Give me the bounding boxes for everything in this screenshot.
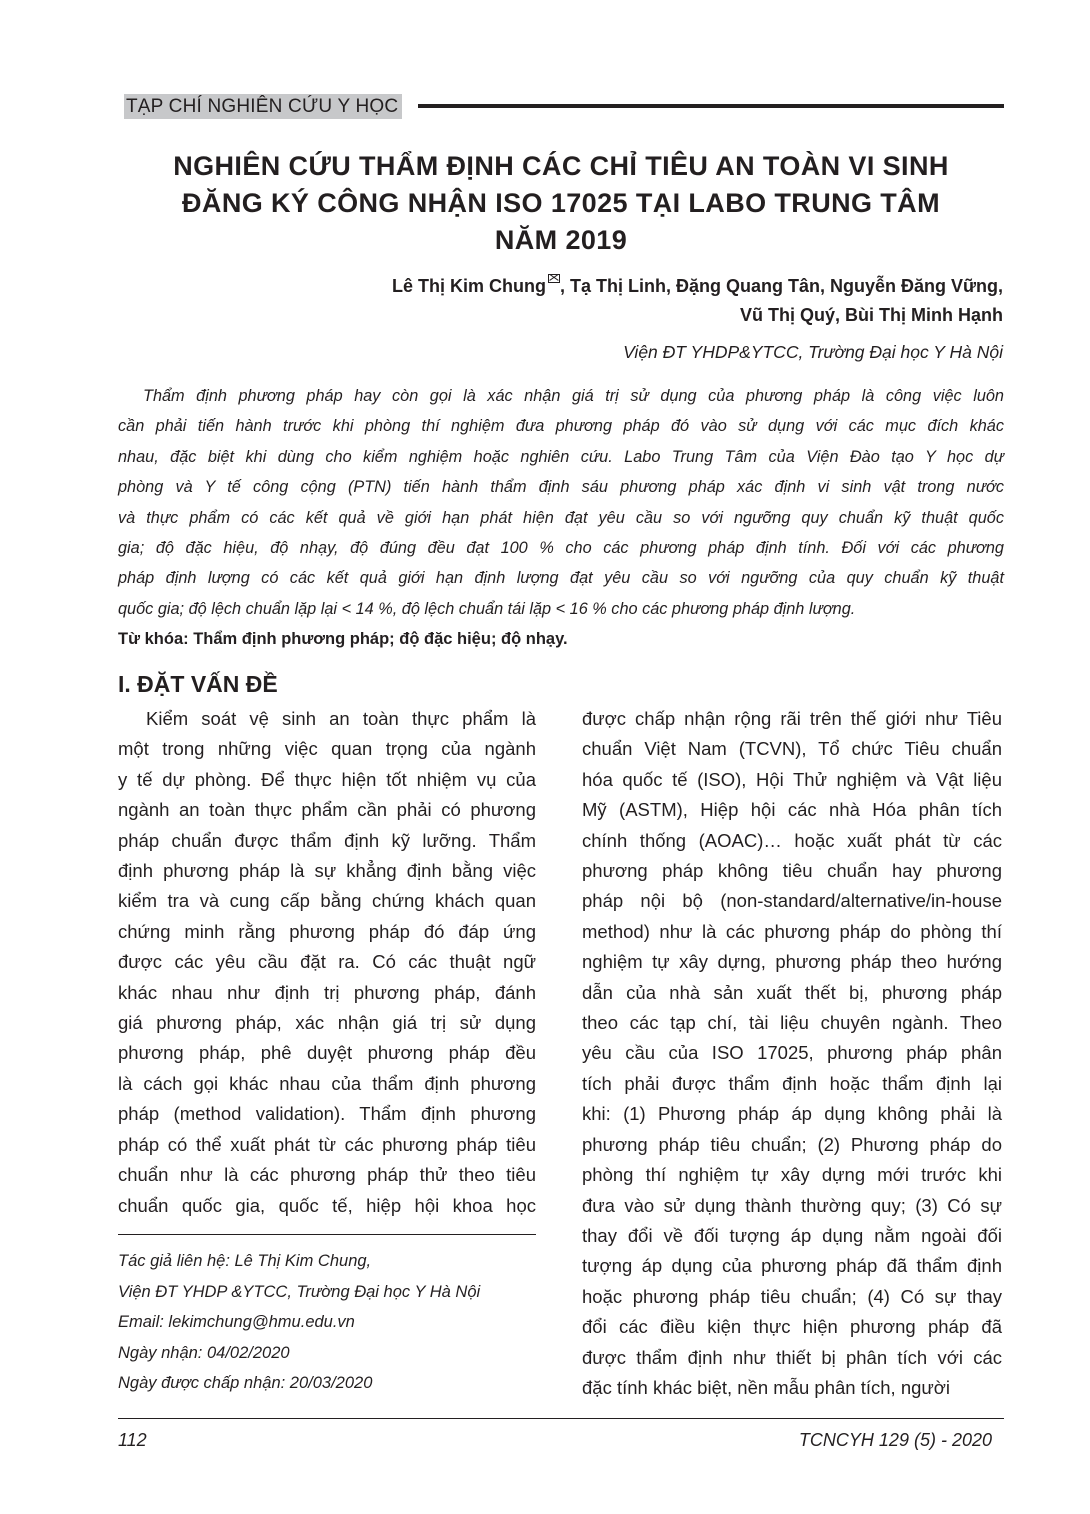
author-list <box>392 272 1003 330</box>
abstract-line: phòng và Y tế công cộng (PTN) tiến hành thẩm định sáu phương pháp xác định vi sinh vật trong nước <box>118 478 1004 497</box>
body-right-column <box>582 704 1002 1403</box>
article-title <box>118 148 1004 259</box>
body-line: yêu cầu của ISO 17025, phương pháp phân <box>582 1042 1002 1064</box>
title-line: ĐĂNG KÝ CÔNG NHẬN ISO 17025 TẠI LABO TRUNG TÂM <box>182 188 940 218</box>
footnote-received-date: Ngày nhận: 04/02/2020 <box>118 1343 290 1362</box>
abstract-line: gia; độ đặc hiệu, độ nhạy, độ đúng đều đạt 100 % cho các phương pháp định tính. Đối với các phương <box>118 539 1004 558</box>
body-line: hoặc phương pháp tiêu chuẩn; (4) Có sự thay <box>582 1285 1002 1307</box>
body-line: phương pháp, phê duyệt phương pháp đều <box>118 1042 536 1064</box>
body-line: chuẩn như là các phương pháp thử theo tiêu <box>118 1164 536 1186</box>
body-line: Mỹ (ASTM), Hiệp hội các nhà Hóa phân tích <box>582 799 1002 821</box>
affiliation: Viện ĐT YHDP&YTCC, Trường Đại học Y Hà Nội <box>623 342 1003 362</box>
body-line: chứng minh rằng phương pháp đó đáp ứng <box>118 920 536 942</box>
body-line: thay đổi về đối tượng áp dụng nằm ngoài đối <box>582 1224 1002 1246</box>
abstract-line: Thẩm định phương pháp hay còn gọi là xác nhận giá trị sử dụng của phương pháp là công việc luôn <box>143 387 1004 405</box>
body-line: khác nhau như định trị phương pháp, đánh <box>118 981 536 1003</box>
journal-reference: TCNCYH 129 (5) - 2020 <box>798 1430 992 1450</box>
title-line: NĂM 2019 <box>494 225 628 255</box>
body-line: khi: (1) Phương pháp áp dụng không phải là <box>582 1103 1002 1125</box>
body-line: nghiệm tự xây dựng, phương pháp theo hướng <box>582 951 1002 973</box>
footer-rule <box>118 1418 1004 1419</box>
journal-name: TẠP CHÍ NGHIÊN CỨU Y HỌC <box>124 94 402 119</box>
body-line: được các yêu cầu đặt ra. Có các thuật ngữ <box>118 951 536 973</box>
body-line: là cách gọi khác nhau của thẩm định phương <box>118 1072 536 1094</box>
body-line: pháp nội bộ (non-standard/alternative/in-house <box>582 890 1002 912</box>
body-line: Kiểm soát vệ sinh an toàn thực phẩm là <box>146 708 536 729</box>
abstract <box>118 381 1004 624</box>
body-line: được thẩm định như thiết bị phân tích với các <box>582 1346 1002 1368</box>
header-rule <box>418 104 1004 108</box>
body-line: method) như là các phương pháp do phòng thí <box>582 920 1002 942</box>
abstract-line: pháp định lượng có các kết quả giới hạn định lượng đạt yêu cầu so với ngưỡng của quy chuẩn kỹ thuật <box>118 569 1004 588</box>
page-number: 112 <box>118 1430 147 1450</box>
body-line: theo các tạp chí, tài liệu chuyên ngành. Theo <box>582 1012 1002 1034</box>
body-line: ngành an toàn thực phẩm cần phải có phương <box>118 799 536 821</box>
body-line: đổi các điều kiện thực hiện phương pháp đã <box>582 1316 1002 1338</box>
body-line: pháp chuẩn được thẩm định kỹ lưỡng. Thẩm <box>118 829 536 851</box>
body-line: hóa quốc tế (ISO), Hội Thử nghiệm và Vật liệu <box>582 768 1002 790</box>
section-heading: I. ĐẶT VẤN ĐỀ <box>118 671 278 697</box>
body-line: một trong những việc quan trọng của ngành <box>118 738 536 760</box>
abstract-line: quốc gia; độ lệch chuẩn lặp lại < 14 %, độ lệch chuẩn tái lặp < 16 % cho các phương pháp định lượng. <box>118 599 856 618</box>
footnote-institution: Viện ĐT YHDP &YTCC, Trường Đại học Y Hà Nội <box>118 1282 481 1301</box>
body-line: y tế dự phòng. Để thực hiện tốt nhiệm vụ của <box>118 768 536 790</box>
body-line: chính thống (AOAC)… hoặc xuất phát từ các <box>582 829 1002 851</box>
correspondence-footnote <box>118 1246 536 1399</box>
body-line: định phương pháp là sự khẳng định bằng việc <box>118 860 536 882</box>
footnote-accepted-date: Ngày được chấp nhận: 20/03/2020 <box>118 1374 373 1393</box>
footnote-divider <box>118 1234 536 1235</box>
body-line: phương pháp không tiêu chuẩn hay phương <box>582 860 1002 882</box>
footnote-author: Tác giả liên hệ: Lê Thị Kim Chung, <box>118 1252 372 1270</box>
body-line: đưa vào sử dụng thành thường quy; (3) Có sự <box>582 1194 1002 1216</box>
envelope-icon <box>548 274 560 283</box>
body-left-column <box>118 704 536 1221</box>
title-line: NGHIÊN CỨU THẨM ĐỊNH CÁC CHỈ TIÊU AN TOÀN VI SINH <box>173 151 949 181</box>
body-line: phương pháp tiêu chuẩn; (2) Phương pháp do <box>582 1133 1002 1155</box>
abstract-line: cần phải tiến hành trước khi phòng thí nghiệm đưa phương pháp đó vào sử dụng với các mục đích khác <box>118 417 1004 436</box>
authors-line-2: Vũ Thị Quý, Bùi Thị Minh Hạnh <box>740 305 1003 325</box>
body-line: kiểm tra và cung cấp bằng chứng khách quan <box>118 890 536 912</box>
abstract-line: và thực phẩm có các kết quả về giới hạn phát hiện đạt yêu cầu so với ngưỡng quy chuẩn kỹ thuật quốc <box>118 508 1004 527</box>
running-header <box>118 90 1004 120</box>
body-line: tích phải được thẩm định hoặc thẩm định lại <box>582 1072 1002 1094</box>
body-line: chuẩn Việt Nam (TCVN), Tổ chức Tiêu chuẩn <box>582 738 1002 760</box>
keywords: Từ khóa: Thẩm định phương pháp; độ đặc hiệu; độ nhạy. <box>118 630 568 648</box>
body-line: pháp (method validation). Thẩm định phương <box>118 1103 536 1125</box>
body-line: đặc tính khác biệt, nền mẫu phân tích, người <box>582 1376 951 1398</box>
body-line: được chấp nhận rộng rãi trên thế giới như Tiêu <box>582 708 1002 729</box>
body-line: pháp có thể xuất phát từ các phương pháp tiêu <box>118 1133 536 1155</box>
body-line: dẫn của nhà sản xuất thết bị, phương pháp <box>582 981 1002 1003</box>
body-line: tượng áp dụng của phương pháp đã thẩm định <box>582 1255 1002 1277</box>
abstract-line: nhau, đặc biệt khi dùng cho kiểm nghiệm hoặc nghiên cứu. Labo Trung Tâm của Viện Đào tạo Y học dự <box>118 447 1004 466</box>
body-line: phòng thí nghiệm tự xây dựng mới trước khi <box>582 1164 1002 1186</box>
authors-line-1: , Tạ Thị Linh, Đặng Quang Tân, Nguyễn Đăng Vững, <box>559 276 1003 296</box>
corresponding-author: Lê Thị Kim Chung <box>391 276 546 296</box>
footnote-email: Email: lekimchung@hmu.edu.vn <box>118 1313 355 1332</box>
body-line: chuẩn quốc gia, quốc tế, hiệp hội khoa học <box>118 1194 536 1216</box>
body-line: giá phương pháp, xác nhận giá trị sử dụng <box>118 1012 536 1034</box>
